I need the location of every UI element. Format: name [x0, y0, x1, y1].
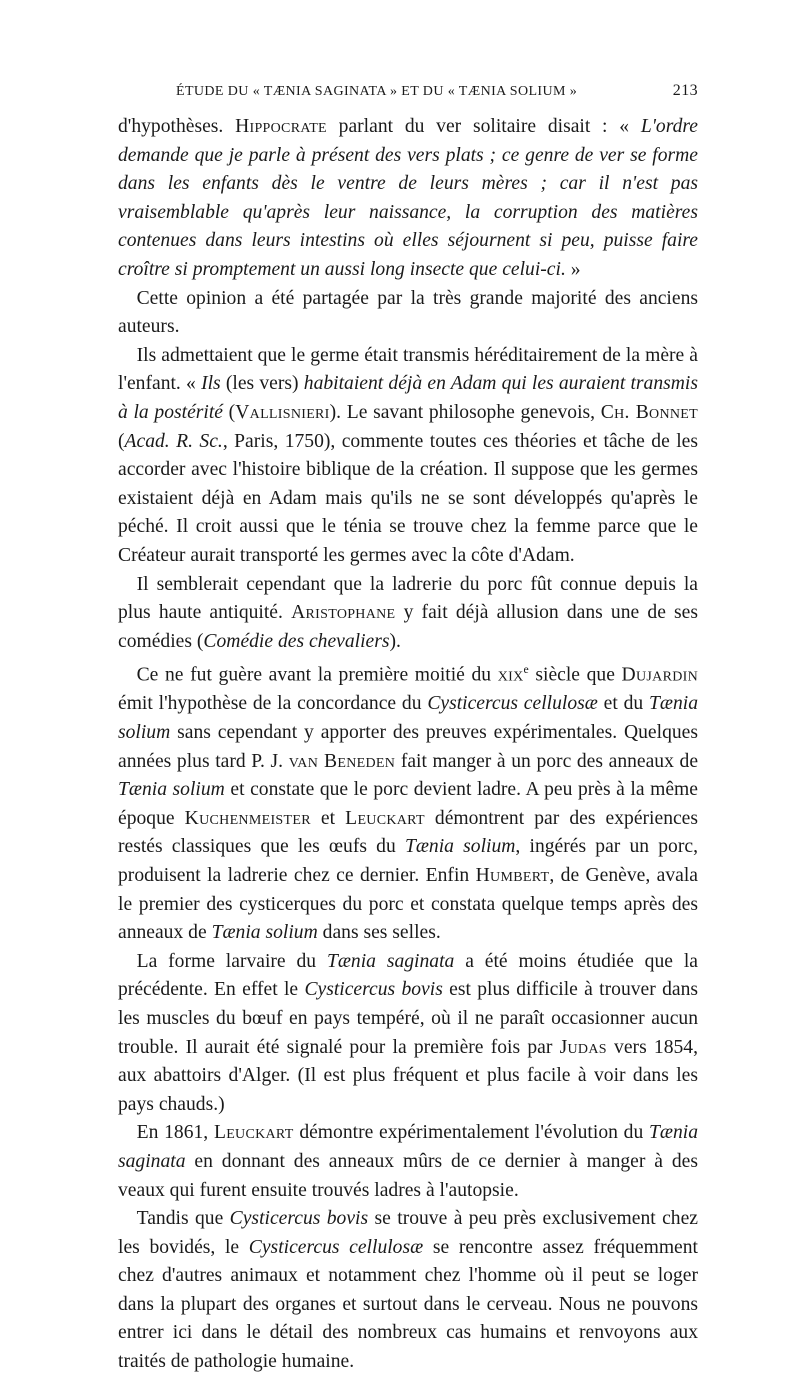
text-run: ). [389, 630, 401, 652]
text-run: sans cependant y apporter des preuves expérimentales. Quelques années plus tard P. J. [118, 722, 698, 772]
small-caps-name: Aristophane [291, 602, 396, 624]
paragraph [118, 113, 698, 285]
small-caps-name: Vallisnieri [235, 401, 330, 423]
italic-run: Ils [201, 373, 221, 395]
paragraph [118, 285, 698, 342]
text-run: La forme larvaire du [136, 950, 327, 972]
text-run: ( [222, 401, 236, 423]
text-run: , de Genève, avala le premier des cysticerques du porc et constata quelque temps après des anneaux de [118, 864, 698, 944]
text-run: fait manger à un porc des anneaux de [395, 750, 699, 772]
italic-run: Tænia solium [211, 922, 318, 944]
text-run: dans ses selles. [317, 922, 441, 944]
paragraph [118, 948, 698, 1120]
text-run: (les vers) [220, 373, 304, 395]
body-text [118, 113, 698, 1377]
text-run: y fait déjà allusion dans une de ses comédies ( [118, 602, 699, 652]
text-run: , Paris, 1750), commente toutes ces théories et tâche de les accorder avec l'histoire biblique de la création. Il suppose que les germes existaient déjà en Adam mais qu'ils ne se sont développés qu'après le péché. Il croit aussi que le ténia se trouve chez la femme parce que le Créateur aurait transporté les germes avec la côte d'Adam. [118, 430, 698, 566]
italic-run: Acad. R. Sc. [124, 430, 223, 452]
text-run: Ce ne fut guère avant la première moitié du [136, 664, 498, 686]
italic-run: Cysticercus bovis [229, 1208, 369, 1230]
text-run: et constate que le porc devient ladre. A peu près à la même époque [118, 779, 698, 829]
page-number: 213 [672, 82, 698, 99]
small-caps-name: Kuchenmeister [184, 807, 311, 829]
italic-run: Tænia solium [118, 693, 698, 743]
small-caps-name: Leuckart [345, 807, 425, 829]
text-run: Ils admettaient que le germe était transmis héréditairement de la mère à l'enfant. « [118, 344, 698, 395]
running-head [118, 80, 698, 106]
text-run: ( [118, 430, 125, 452]
running-title: ÉTUDE DU « TÆNIA SAGINATA » ET DU « TÆNIA SOLIUM » [176, 84, 578, 99]
text-run: démontrent par des expériences restés classiques que les œufs du [118, 807, 699, 858]
small-caps-name: xix [497, 664, 524, 686]
text-run: se rencontre assez fréquemment chez d'autres animaux et notamment chez l'homme où il peut se loger dans la plupart des organes et surtout dans le cerveau. Nous ne pouvons entrer ici dans le détail des nombreux cas humains et renvoyons aux traités de pathologie humaine. [118, 1236, 698, 1373]
text-run: démontre expérimentalement l'évolution du [293, 1122, 649, 1144]
text-run: d'hypothèses. [118, 116, 236, 137]
italic-run: Tænia saginata [118, 1122, 698, 1172]
paragraph [118, 342, 698, 571]
italic-run: habitaient déjà en Adam qui les auraient transmis à la postérité [118, 373, 698, 423]
text-run: et du [597, 693, 649, 715]
italic-run: Cysticercus cellulosæ [248, 1236, 424, 1258]
italic-run: Tænia solium [118, 779, 225, 801]
text-run: ). Le savant philosophe genevois, [329, 401, 601, 423]
text-run: se trouve à peu près exclusivement chez les bovidés, le [118, 1208, 699, 1258]
text-run: Tandis que [136, 1208, 230, 1230]
superscript: e [523, 663, 529, 677]
italic-run: Cysticercus cellulosæ [427, 693, 598, 715]
paragraph [118, 656, 698, 947]
paragraph [118, 571, 698, 657]
small-caps-name: Humbert [475, 864, 550, 886]
text-run: a été moins étudiée que la précédente. En effet le [118, 950, 698, 1001]
text-run: et [310, 807, 346, 829]
text-run: est plus difficile à trouver dans les muscles du bœuf en pays tempéré, où il ne paraît occasionner aucun trouble. Il aurait été signalé pour la première fois par [118, 979, 698, 1058]
text-run: Cette opinion a été partagée par la très grande majorité des anciens auteurs. [118, 287, 698, 338]
text-run: en donnant des anneaux mûrs de ce dernier à manger à des veaux qui furent ensuite trouvés ladres à l'autopsie. [118, 1150, 698, 1201]
text-run: » [565, 258, 581, 280]
small-caps-name: Hippocrate [235, 116, 327, 137]
small-caps-name: Leuckart [213, 1122, 294, 1144]
italic-run: L'ordre demande que je parle à présent des vers plats ; ce genre de ver se forme dans les enfants dès le ventre de leurs mères ; car il n'est pas vraisemblable qu'après leur naissance, la corruption des matières contenues dans leurs intestins où elles séjournent si peu, puisse faire croître si promptement un aussi long insecte que celui-ci. [118, 116, 698, 280]
text-run: émit l'hypothèse de la concordance du [118, 693, 428, 715]
small-caps-name: van Beneden [288, 750, 396, 772]
text-run: En 1861, [136, 1122, 214, 1144]
text-run: Il semblerait cependant que la ladrerie du porc fût connue depuis la plus haute antiquité. [118, 573, 698, 624]
italic-run: Cysticercus bovis [304, 979, 443, 1001]
text-run: vers 1854, aux abattoirs d'Alger. (Il est plus fréquent et plus facile à voir dans les pays chauds.) [118, 1036, 698, 1115]
italic-run: Comédie des chevaliers [203, 630, 390, 652]
italic-run: Tænia solium [404, 836, 516, 858]
paragraph [118, 1205, 698, 1377]
text-run: siècle que [528, 664, 622, 686]
paragraph [118, 1119, 698, 1205]
text-run: parlant du ver solitaire disait : « [326, 116, 641, 137]
text-run: , ingérés par un porc, produisent la ladrerie chez ce dernier. Enfin [118, 836, 698, 886]
small-caps-name: Ch. Bonnet [600, 401, 698, 423]
italic-run: Tænia saginata [326, 950, 455, 972]
small-caps-name: Dujardin [621, 664, 698, 686]
small-caps-name: Judas [559, 1036, 607, 1058]
